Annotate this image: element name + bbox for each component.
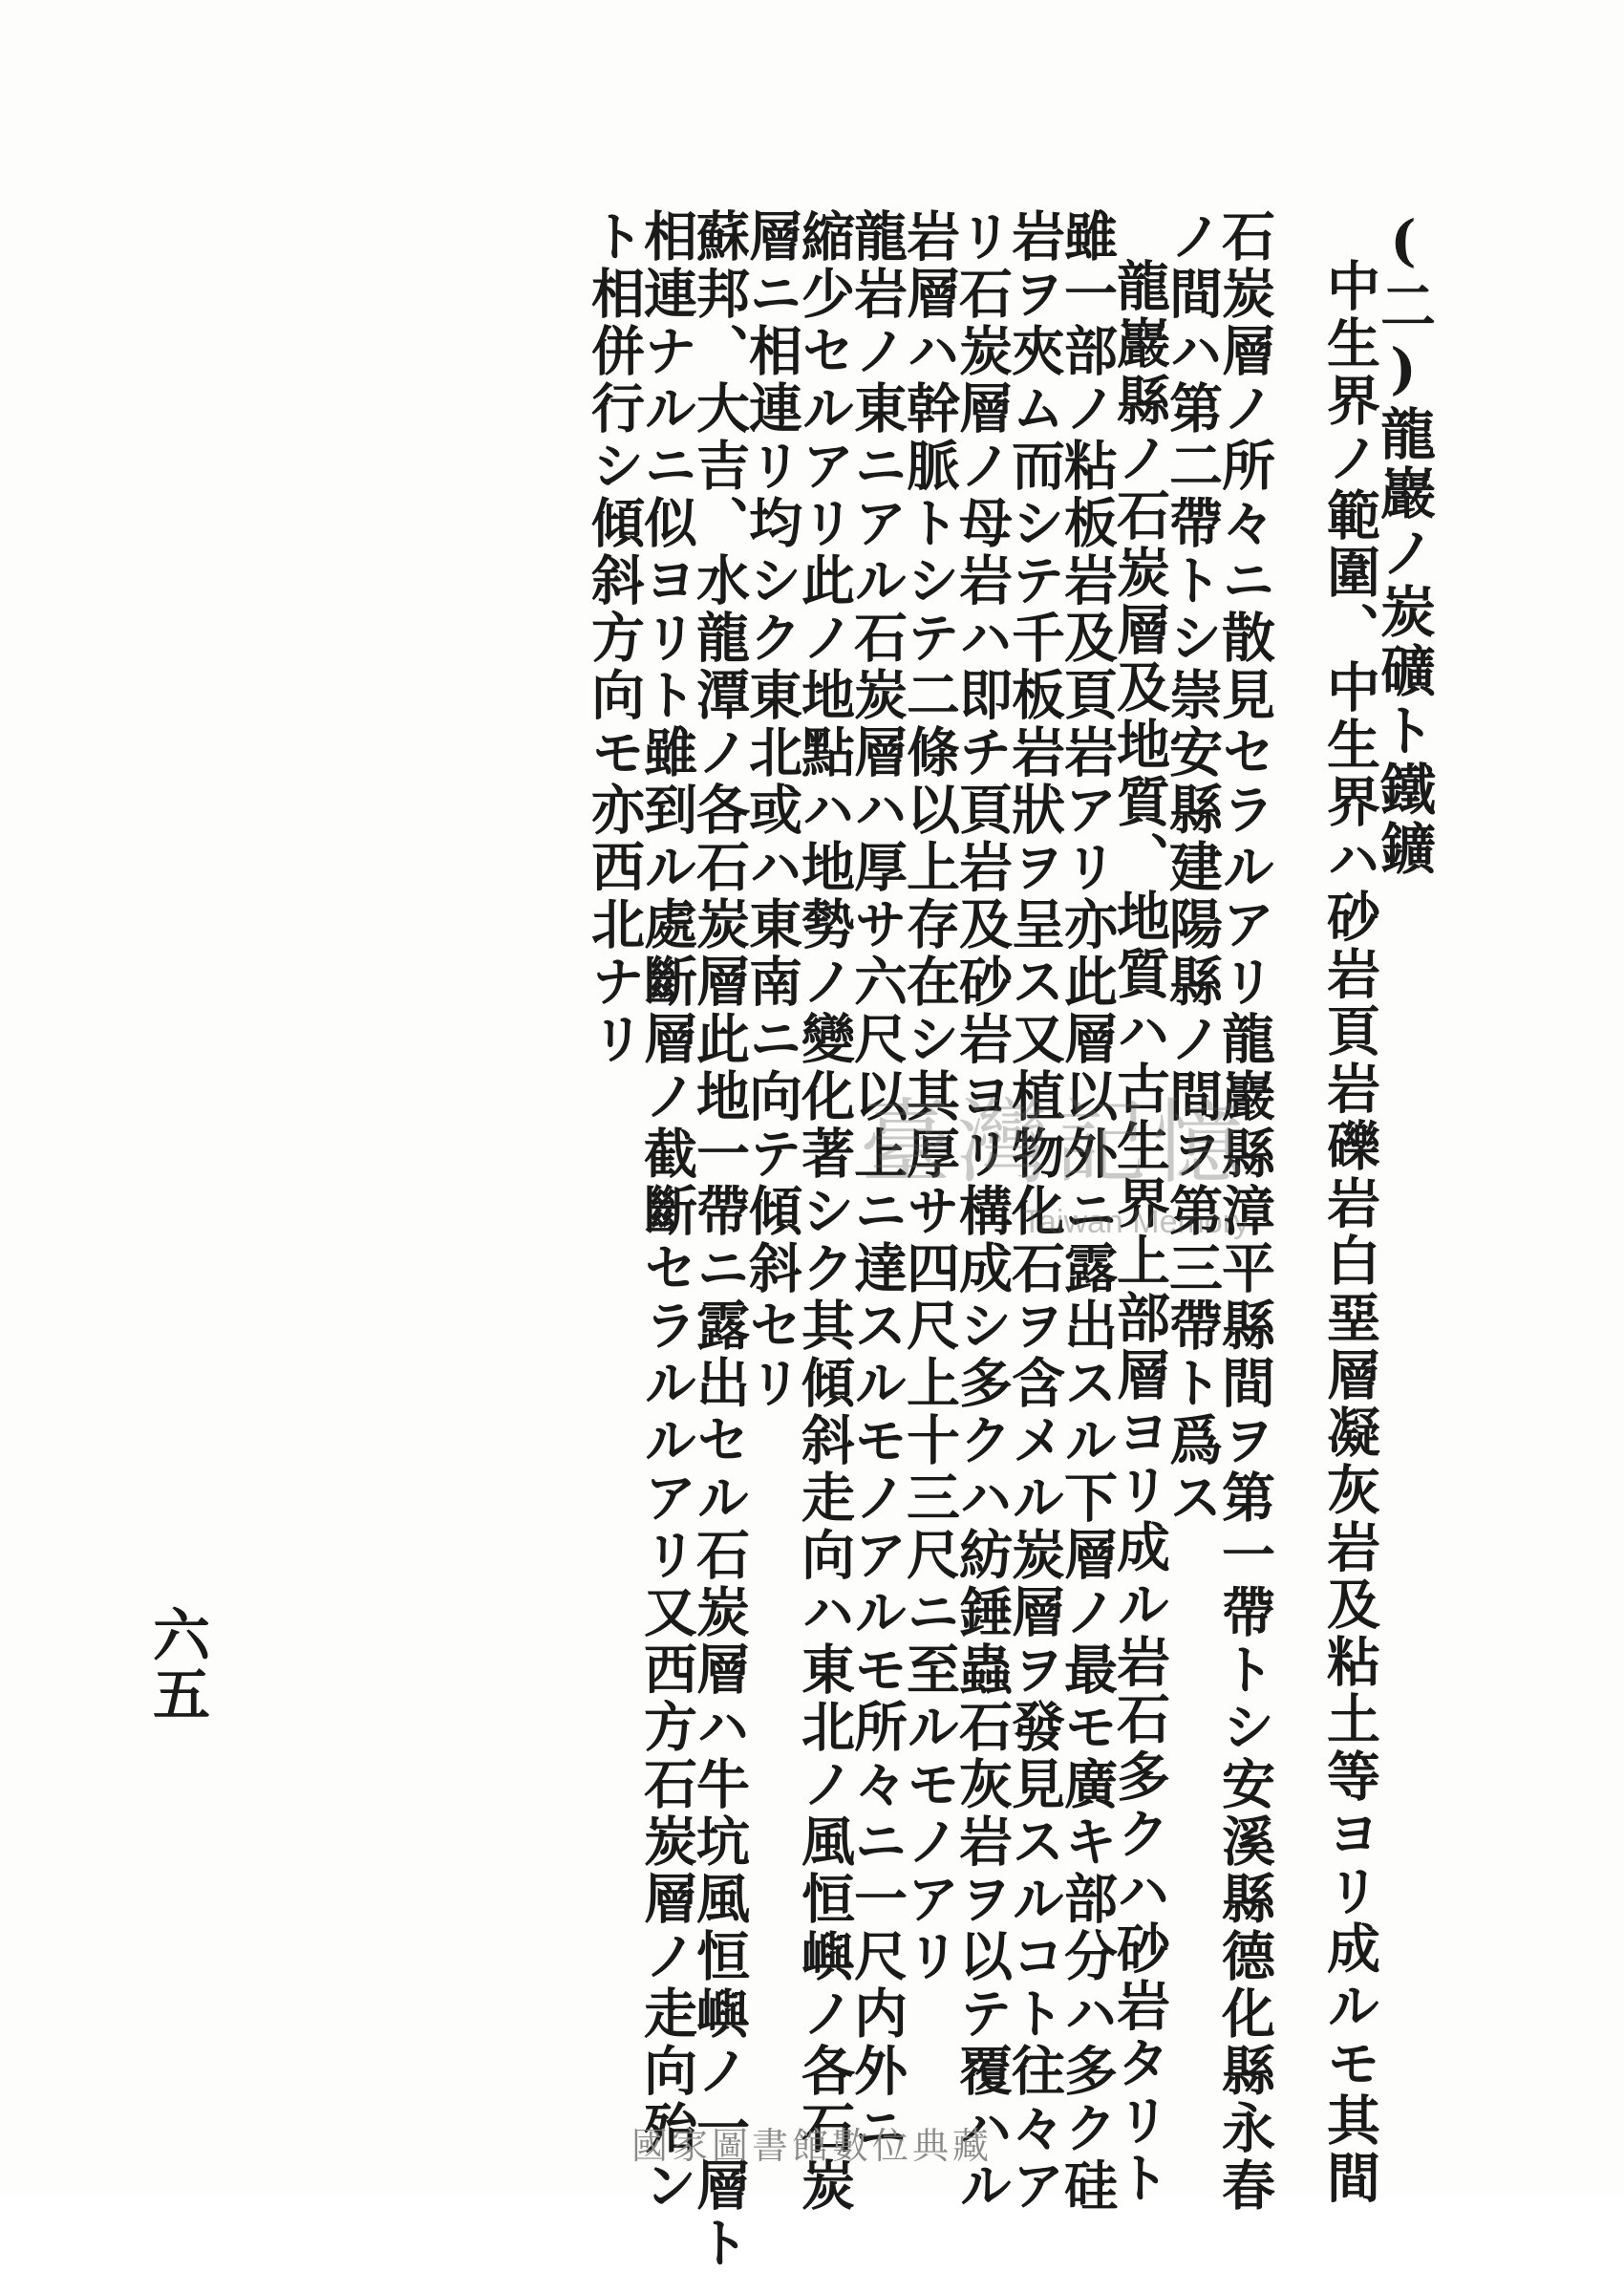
- watermark-en-text: Taiwan Memory: [1022, 1204, 1250, 1240]
- text-column-10: 縮少セルアリ此ノ地點ハ地勢ノ變化著シク其傾斜走向ハ東北ノ風恒嶼ノ各石炭: [793, 208, 856, 2215]
- watermark-cjk-text: 臺灣記憶: [860, 1089, 1250, 1196]
- footer-credit: 國家圖書館數位典藏: [630, 2125, 993, 2167]
- text-column-9: 龍岩ノ東ニアル石炭層ハ厚サ六尺以上ニ達スルモノアルモ所々ニ一尺内外ニ: [845, 208, 908, 2157]
- text-column-7: リ石炭層ノ母岩ハ即チ頁岩及砂岩ヨリ構成シ多クハ紡錘蟲石灰岩ヲ以テ覆ハル: [951, 208, 1014, 2215]
- text-column-13: 相連ナルニ似ヨリト雖到ル處斷層ノ截斷セラルルアリ又西方石炭層ノ走向殆ン: [635, 208, 698, 2215]
- text-column-14: ト相併行シ傾斜方向モ亦西北ナリ: [583, 208, 646, 1068]
- text-column-1: 中生界ノ範圍、中生界ハ砂岩頁岩礫岩白堊層凝灰岩及粘土等ヨリ成ルモ其間: [1318, 258, 1381, 2207]
- text-column-3: ノ間ハ第二帶トシ崇安縣建陽縣ノ間ヲ第三帶ト爲ス: [1161, 208, 1224, 1527]
- section-heading: (二)龍巖ノ炭礦ト鐵鑛: [1371, 208, 1436, 879]
- text-column-11: 層ニ相連リ均シク東北或ハ東南ニ向テ傾斜セリ: [740, 208, 803, 1412]
- watermark-logo: [860, 1070, 1261, 1242]
- text-column-6: 岩ヲ夾ム而シテ千板岩狀ヲ呈ス又植物化石ヲ含メル炭層ヲ發見スルコト往々ア: [1003, 208, 1066, 2215]
- text-column-5: 雖一部ノ粘板岩及頁岩アリ亦此層以外ニ露出スル下層ノ最モ廣キ部分ハ多ク硅: [1056, 208, 1119, 2215]
- text-column-4: 龍巖縣ノ石炭層及地質、地質ハ古生界上部層ヨリ成ル岩石多クハ砂岩タリト: [1108, 258, 1171, 2207]
- page-number: 六五: [143, 1605, 210, 1724]
- text-column-2: 石炭層ノ所々ニ散見セラルアリ龍巖縣漳平縣間ヲ第一帶トシ安溪縣德化縣永春: [1213, 208, 1276, 2215]
- text-column-8: 岩層ハ幹脈トシテ二條以上存在シ其厚サ四尺上十三尺ニ至ルモノアリ: [898, 208, 961, 1985]
- text-column-12: 蘇邦、大吉、水龍潭ノ各石炭層此地一帶ニ露出セル石炭層ハ牛坑風恒嶼ノ一層ト: [688, 208, 751, 2272]
